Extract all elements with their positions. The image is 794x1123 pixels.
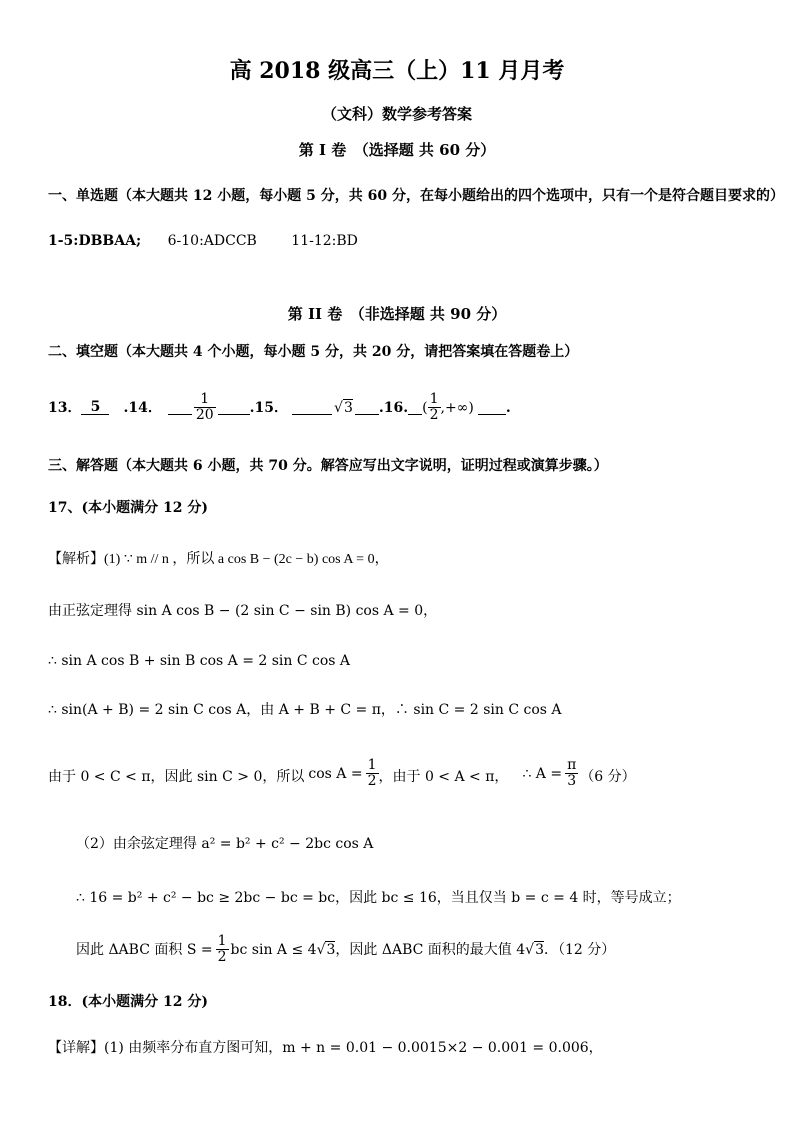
- q17-step: bc sin A ≤ 4: [230, 941, 317, 958]
- q18-line-1: [48, 1041, 603, 1055]
- denominator: 2: [217, 949, 227, 966]
- angle-equation: [522, 758, 578, 790]
- sqrt-sign: √3: [316, 941, 336, 958]
- q17-line-1: [48, 552, 389, 567]
- q15-radicand: 3: [343, 399, 353, 416]
- page-subtitle: （文科）数学参考答案: [321, 105, 472, 123]
- q17-step: ，因此 ΔABC 面积的最大值 4: [335, 941, 526, 958]
- q17-step: ，由于 0 < A < π，: [378, 768, 509, 785]
- score-note: ．（12 分）: [544, 941, 616, 958]
- q17-heading: 17、(本小题满分 12 分): [48, 500, 208, 516]
- q17-step: (1) ∵ m // n ，所以 a cos B − (2c − b) cos A = 0，: [104, 552, 389, 567]
- q17-line-4: ∴ sin(A + B) = 2 sin C cos A，由 A + B + C = π，∴ sin C = 2 sin C cos A: [48, 702, 562, 718]
- q14-label: .14．: [123, 399, 162, 416]
- q13-answer-value: 5: [90, 399, 101, 416]
- part1-title: 第 I 卷 （选择题 共 60 分）: [298, 141, 496, 159]
- q13-answer: [81, 400, 109, 415]
- section1-heading: 一、单选题（本大题共 12 小题，每小题 5 分，共 60 分，在每小题给出的四个选项中，只有一个是符合题目要求的）: [48, 188, 784, 204]
- q17-line-2: 由正弦定理得 sin A cos B − (2 sin C − sin B) cos A = 0，: [48, 603, 438, 619]
- part2-title: 第 II 卷 （非选择题 共 90 分）: [287, 305, 507, 323]
- q18-heading: 18．(本小题满分 12 分): [48, 994, 208, 1010]
- section3-heading: 三、解答题（本大题共 6 小题，共 70 分。解答应写出文字说明，证明过程或演算步骤。）: [48, 458, 608, 474]
- half-fraction: [366, 758, 379, 790]
- solution-tag: 【详解】: [48, 1040, 104, 1056]
- q15-answer: √3: [334, 399, 353, 416]
- q14-numerator: 1: [194, 392, 216, 408]
- angle-label: ∴ A =: [522, 765, 563, 782]
- q17-line-3: ∴ sin A cos B + sin B cos A = 2 sin C cos A: [48, 653, 351, 669]
- numerator: π: [567, 757, 577, 773]
- q16-blank-right: [478, 400, 506, 415]
- q16-numerator: 1: [429, 391, 439, 407]
- q16-answer: ( $\frac{1}{2}$ ,+∞): [422, 391, 474, 424]
- q18-step: (1) 由频率分布直方图可知，m + n = 0.01 − 0.0015×2 − 0.001 = 0.006，: [104, 1040, 603, 1056]
- q17-line-5: [48, 758, 636, 790]
- half-fraction: [216, 934, 229, 966]
- q16-blank-left: [408, 400, 422, 415]
- q14-denominator: 20: [195, 407, 214, 424]
- numerator: 1: [217, 933, 227, 949]
- fill-in-answers: [48, 392, 511, 424]
- section2-heading: 二、填空题（本大题共 4 个小题，每小题 5 分，共 20 分，请把答案填在答题卷上）: [48, 344, 579, 360]
- q17-line-6: （2）由余弦定理得 a² = b² + c² − 2bc cos A: [76, 836, 374, 852]
- q14-blank-right: [218, 400, 250, 415]
- q16-label: .16.: [378, 399, 409, 416]
- numerator: 1: [367, 757, 377, 773]
- q15-blank-left: [292, 400, 332, 415]
- pi-third-fraction: [565, 758, 578, 790]
- q17-line-7: ∴ 16 = b² + c² − bc ≥ 2bc − bc = bc，因此 bc ≤ 16，当且仅当 b = c = 4 时，等号成立；: [76, 890, 681, 906]
- mc-answer-group: 1-5:DBBAA;: [48, 233, 142, 249]
- q13-label: 13．: [48, 399, 82, 416]
- cos-label: cos A =: [308, 765, 363, 782]
- radicand: 3: [535, 941, 544, 958]
- q17-line-8: [76, 934, 615, 966]
- q14-blank-left: [168, 400, 192, 415]
- mc-answer-group: 6-10:ADCCB: [167, 233, 257, 249]
- sqrt-sign: √3: [525, 941, 544, 958]
- q16-fraction: [428, 392, 441, 424]
- q16-period: .: [505, 399, 511, 416]
- radicand: 3: [326, 941, 336, 958]
- q16-interval-tail: ,+∞): [440, 399, 474, 416]
- mc-answers: [48, 234, 358, 248]
- cos-equation: [308, 758, 378, 790]
- score-note: （6 分）: [580, 768, 636, 785]
- denominator: 2: [367, 773, 377, 790]
- q17-step: 由于 0 < C < π，因此 sin C > 0，所以: [48, 768, 305, 785]
- q14-answer-fraction: [194, 392, 216, 424]
- q17-step: 因此 ΔABC 面积 S =: [76, 941, 213, 958]
- solution-tag: 【解析】: [48, 551, 104, 567]
- q16-denominator: 2: [429, 407, 439, 424]
- q15-blank-right: [355, 400, 379, 415]
- page-title: 高 2018 级高三（上）11 月月考: [229, 58, 565, 84]
- denominator: 3: [567, 773, 577, 790]
- mc-answer-group: 11-12:BD: [291, 233, 358, 249]
- q15-label: .15．: [249, 399, 289, 416]
